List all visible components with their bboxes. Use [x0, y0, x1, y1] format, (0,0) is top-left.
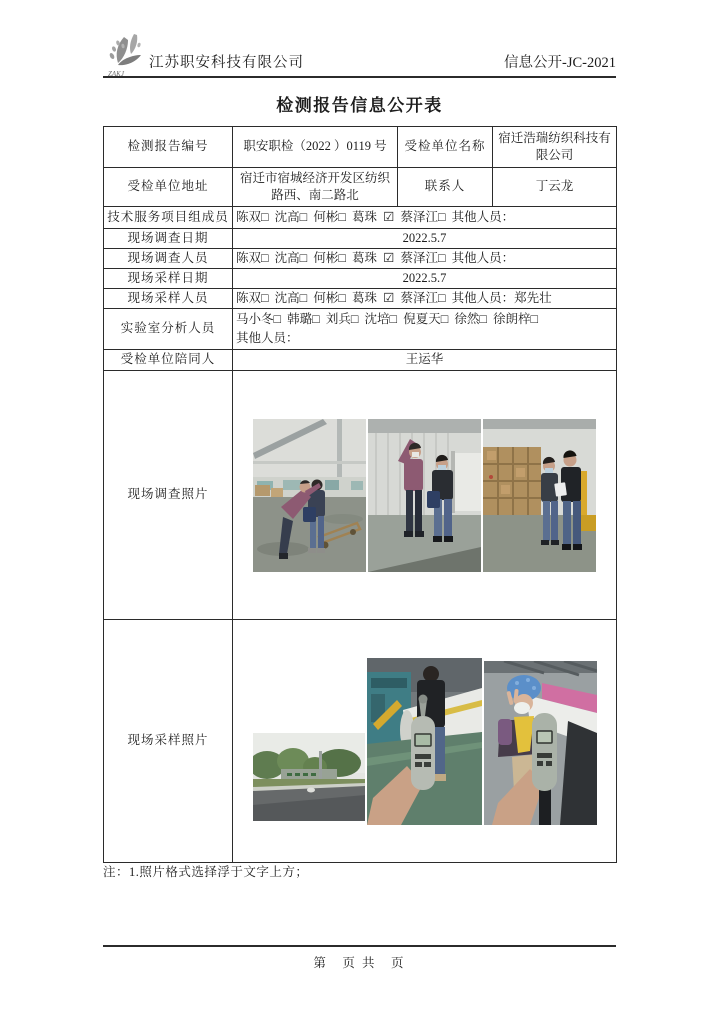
sampling-photo-noise-meter-worker-blue-cap — [484, 661, 597, 825]
row-sampling-staff — [104, 289, 617, 309]
lab-staff-line2: 其他人员： — [236, 331, 299, 345]
survey-photos-label: 现场调查照片 — [104, 371, 233, 620]
survey-photo-doorway-pointing-up — [368, 419, 481, 572]
escort-value: 王运华 — [233, 350, 617, 371]
survey-date-label: 现场调查日期 — [104, 229, 233, 249]
row-survey-date — [104, 229, 617, 249]
sampling-photos-label: 现场采样照片 — [104, 620, 233, 863]
lab-staff-value — [233, 309, 617, 350]
escort-label: 受检单位陪同人 — [104, 350, 233, 371]
report-no-value: 职安职检（2022 ）0119 号 — [233, 127, 398, 168]
row-sampling-photos — [104, 620, 617, 863]
row-team — [104, 207, 617, 229]
page-header — [103, 30, 616, 78]
row-survey-photos — [104, 371, 617, 620]
survey-photo-warehouse-pointing — [253, 419, 366, 572]
sampling-photo-factory-exterior — [253, 733, 365, 821]
sampling-staff-value: 陈双□ 沈高□ 何彬□ 葛珠 ☑ 蔡泽江□ 其他人员：郑先壮 — [233, 289, 617, 309]
survey-staff-label: 现场调查人员 — [104, 249, 233, 269]
row-survey-staff — [104, 249, 617, 269]
address-label: 受检单位地址 — [104, 168, 233, 207]
row-report-no — [104, 127, 617, 168]
row-lab-staff — [104, 309, 617, 350]
survey-photo-boxes-checking — [483, 419, 596, 572]
team-members: 陈双□ 沈高□ 何彬□ 葛珠 ☑ 蔡泽江□ 其他人员： — [233, 207, 617, 229]
unit-name-label: 受检单位名称 — [398, 127, 493, 168]
page-footer: 第 页 共 页 — [103, 945, 616, 971]
company-name: 江苏职安科技有限公司 — [149, 55, 304, 71]
company-logo-icon — [103, 32, 149, 78]
sampling-photos-cell — [233, 620, 617, 863]
sampling-photo-strip — [236, 658, 613, 825]
svg-text:ZAKJ: ZAKJ — [108, 70, 124, 78]
survey-staff-value: 陈双□ 沈高□ 何彬□ 葛珠 ☑ 蔡泽江□ 其他人员： — [233, 249, 617, 269]
sampling-photo-noise-meter-roll-machine — [367, 658, 482, 825]
sampling-date-value: 2022.5.7 — [233, 269, 617, 289]
disclosure-form-table — [103, 126, 617, 863]
footnote: 注：1.照片格式选择浮于文字上方； — [103, 865, 309, 879]
page-title: 检测报告信息公开表 — [276, 96, 443, 115]
sampling-date-label: 现场采样日期 — [104, 269, 233, 289]
brand — [103, 30, 304, 76]
contact-value: 丁云龙 — [493, 168, 617, 207]
survey-date-value: 2022.5.7 — [233, 229, 617, 249]
row-address — [104, 168, 617, 207]
survey-photos-cell — [233, 371, 617, 620]
row-escort — [104, 350, 617, 371]
report-no-label: 检测报告编号 — [104, 127, 233, 168]
address-value: 宿迁市宿城经济开发区纺织路西、南二路北 — [233, 168, 398, 207]
document-code: 信息公开-JC-2021 — [504, 55, 616, 71]
unit-name-value: 宿迁浩瑞纺织科技有限公司 — [493, 127, 617, 168]
lab-staff-label: 实验室分析人员 — [104, 309, 233, 350]
survey-photo-strip — [236, 419, 613, 572]
sampling-staff-label: 现场采样人员 — [104, 289, 233, 309]
contact-label: 联系人 — [398, 168, 493, 207]
row-sampling-date — [104, 269, 617, 289]
lab-staff-line1: 马小冬□ 韩璐□ 刘兵□ 沈培□ 倪夏天□ 徐然□ 徐朗梓□ — [236, 311, 539, 326]
team-label: 技术服务项目组成员 — [104, 207, 233, 229]
